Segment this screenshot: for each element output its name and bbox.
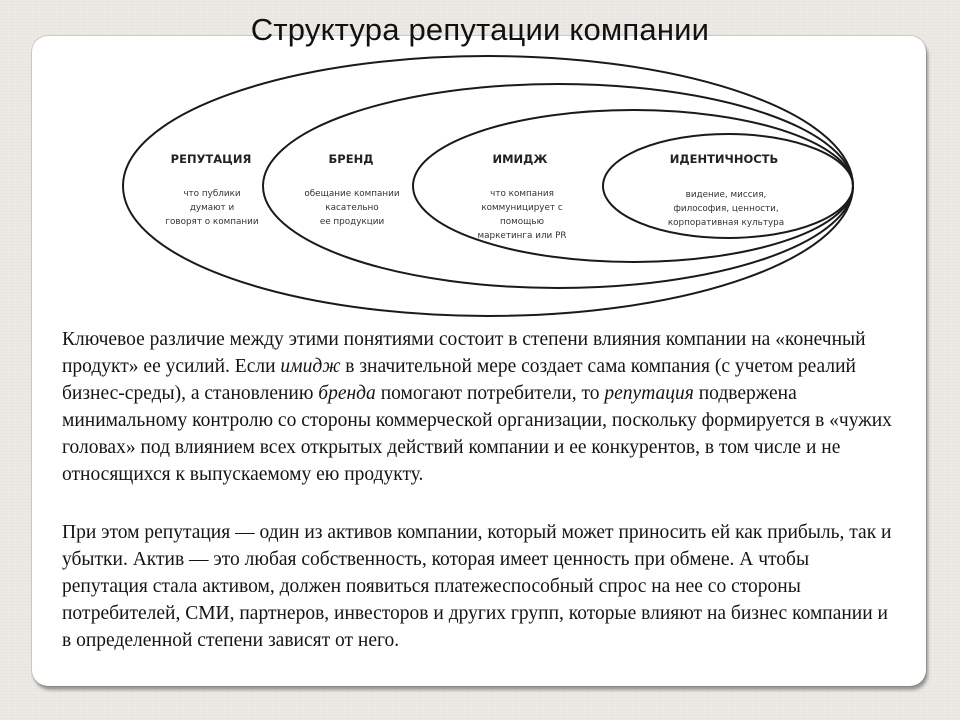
- image-desc-line: помощью: [499, 217, 545, 227]
- ellipse-reputation: [123, 56, 853, 316]
- emphasis-image: имидж: [280, 356, 341, 377]
- brand-desc-line: ее продукции: [319, 217, 385, 227]
- identity-desc-line: видение, миссия,: [685, 190, 767, 200]
- slide-title: Структура репутации компании: [250, 12, 710, 47]
- image-desc-line: коммуницирует с: [481, 203, 563, 213]
- image-desc-line: маркетинга или PR: [477, 231, 567, 241]
- image-desc-line: что компания: [490, 189, 554, 199]
- identity-desc-line: философия, ценности,: [673, 204, 779, 214]
- identity-desc-line: корпоративная культура: [667, 218, 785, 228]
- paragraph-reputation-asset: При этом репутация — один из активов компании, который может приносить ей как прибыль, так и убытки. Актив — это любая собственность, которая имеет ценность при обмене. А чтобы репутация стала активом, должен появиться платежеспособный спрос на нее со стороны потребителей, СМИ, партнеров, инвесторов и других групп, которые влияют на бизнес компании и в определенной степени зависят от него.: [62, 522, 892, 651]
- brand-desc-line: касательно: [325, 203, 379, 213]
- identity-title: ИДЕНТИЧНОСТЬ: [669, 152, 779, 166]
- reputation-desc-line: говорят о компании: [165, 217, 259, 227]
- reputation-desc-line: что публики: [183, 189, 241, 199]
- brand-title: БРЕНД: [328, 152, 374, 166]
- reputation-desc-line: думают и: [189, 203, 235, 213]
- emphasis-reputation: репутация: [604, 383, 694, 404]
- emphasis-brand: бренда: [318, 383, 376, 404]
- image-title: ИМИДЖ: [492, 152, 548, 166]
- brand-desc-line: обещание компании: [304, 189, 400, 199]
- paragraph-key-difference: Ключевое различие между этими понятиями состоит в степени влияния компании на «конечный продукт» ее усилий. Если имидж в значительной мере создает сама компания (с учетом реалий бизнес-среды), а становлению бренда помогают потребители, то репутация подвержена минимальному контролю со стороны коммерческой организации, поскольку формируется в «чужих головах» под влиянием всех открытых действий компании и ее конкурентов, в том числе и не относящихся к выпускаемому ею продукту.: [62, 329, 892, 485]
- reputation-title: РЕПУТАЦИЯ: [170, 152, 252, 166]
